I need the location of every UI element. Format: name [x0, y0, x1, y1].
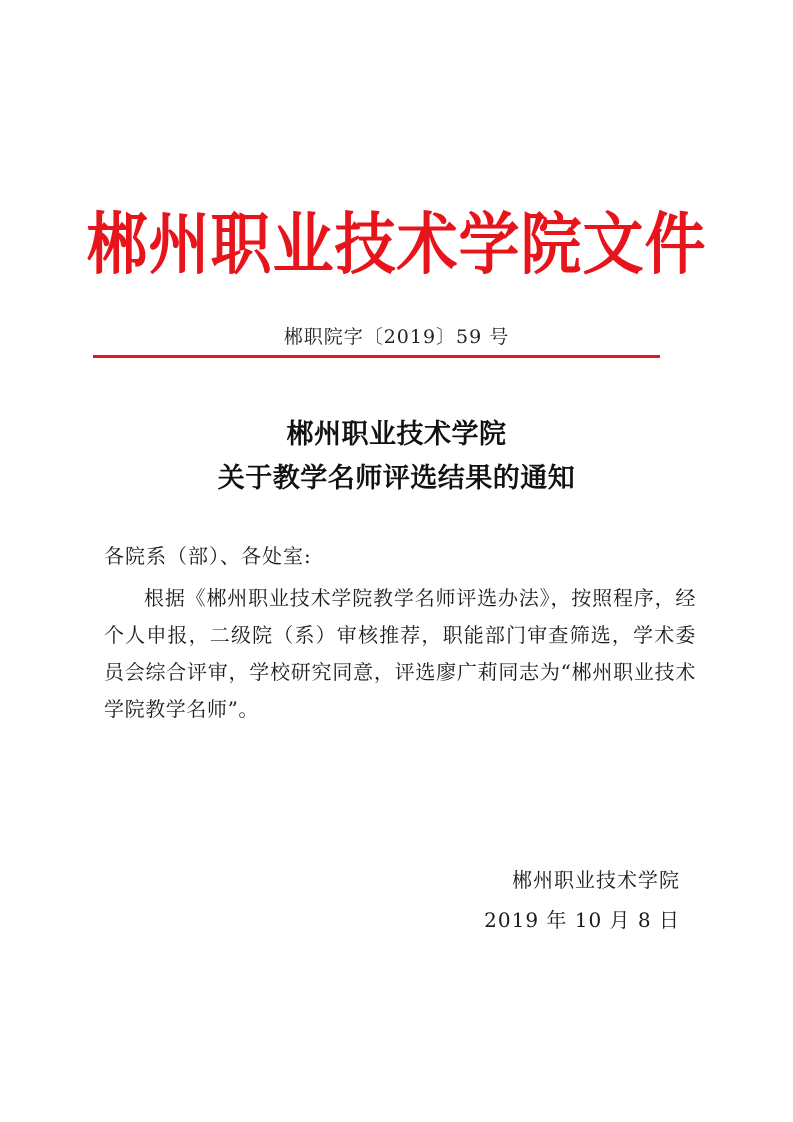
document-header-title: 郴州职业技术学院文件	[86, 205, 707, 284]
salutation: 各院系（部）、各处室:	[104, 544, 312, 568]
signature-date: 2019 年 10 月 8 日	[484, 908, 680, 932]
notice-title-line-1: 郴州职业技术学院	[286, 419, 507, 450]
body-paragraph: 根据《郴州职业技术学院教学名师评选办法》，按照程序，经个人申报，二级院（系）审核推荐，职能部门审查筛选，学术委员会综合评审，学校研究同意，评选廖广莉同志为“郴州职业技术学院教学名师”。	[104, 586, 696, 721]
notice-title	[0, 413, 793, 501]
document-number: 郴职院字〔2019〕59 号	[283, 326, 510, 348]
signature-org: 郴州职业技术学院	[512, 868, 680, 892]
header-red-rule	[93, 355, 660, 358]
signature-block	[484, 860, 680, 940]
notice-title-line-2: 关于教学名师评选结果的通知	[217, 463, 576, 494]
